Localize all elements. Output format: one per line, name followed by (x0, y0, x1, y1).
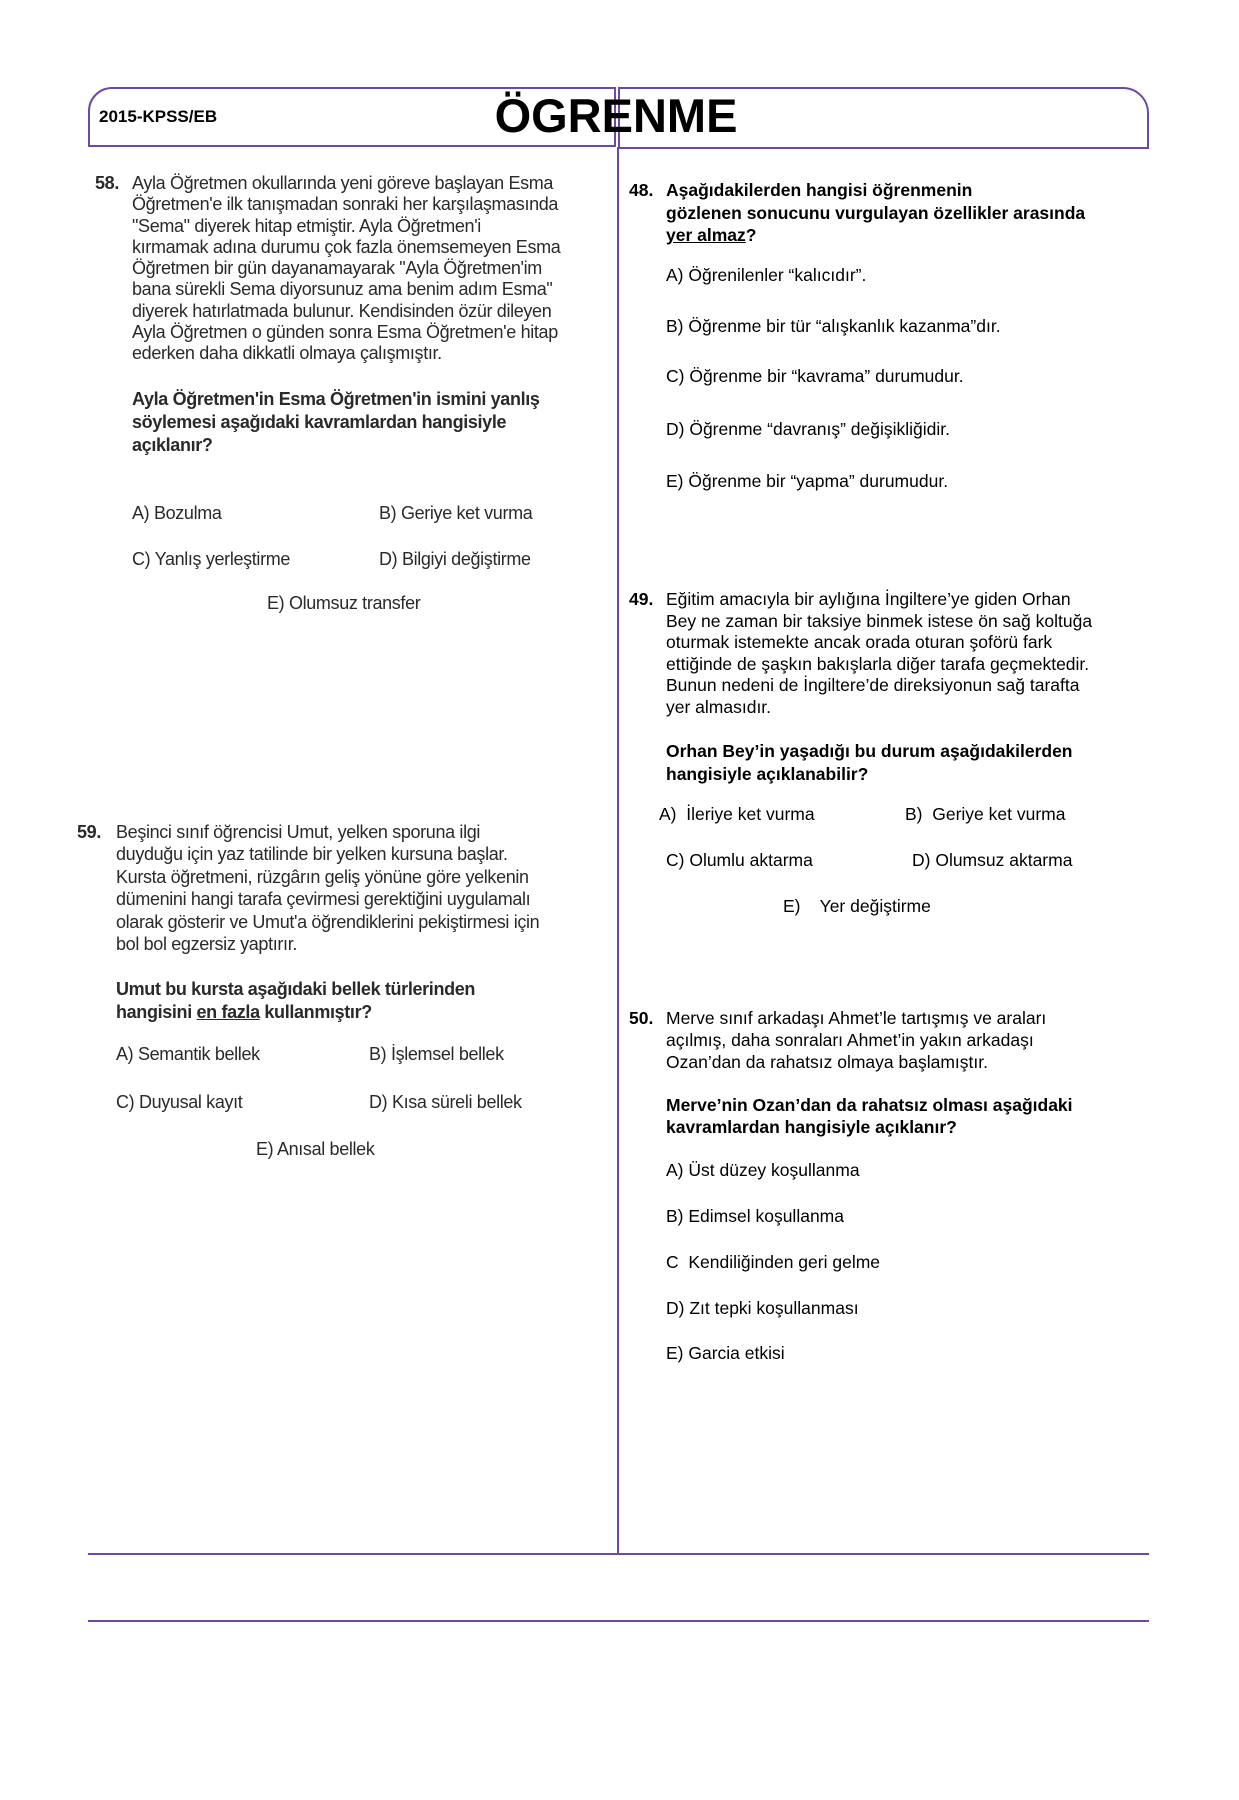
text-line: Öğretmen'e ilk tanışmadan sonraki her karşılaşmasında (132, 194, 559, 215)
option-e[interactable]: E) Anısal bellek (256, 1139, 375, 1159)
option-c[interactable]: C Kendiliğinden geri gelme (666, 1252, 881, 1272)
option-e[interactable]: E) Garcia etkisi (666, 1343, 785, 1363)
text-line: bana sürekli Sema diyorsunuz ama benim adım Esma" (132, 279, 553, 300)
exam-series-label: 2015-KPSS/EB (99, 107, 218, 126)
text-line: diyerek hatırlatmada bulunur. Kendisinden özür dileyen (132, 300, 552, 321)
text-segment: ? (745, 225, 757, 246)
text-line: dümenini hangi tarafa çevirmesi gerektiğini uygulamalı (116, 889, 531, 910)
option-d[interactable]: D) Bilgiyi değiştirme (379, 549, 531, 569)
text-line: Bey ne zaman bir taksiye binmek istese ön sağ koltuğa (666, 610, 1093, 631)
question-58-prompt (132, 388, 540, 457)
text-line: Ayla Öğretmen okullarında yeni göreve başlayan Esma (132, 173, 554, 193)
text-line: söylemesi aşağıdaki kavramlardan hangisiyle (132, 411, 507, 432)
option-e[interactable]: E) Yer değiştirme (783, 896, 931, 916)
text-line: Merve’nin Ozan’dan da rahatsız olması aşağıdaki (666, 1095, 1073, 1115)
column-divider (617, 147, 619, 1555)
text-line: ettiğinde de şaşkın bakışlarla diğer tarafa geçmektedir. (666, 653, 1090, 674)
text-line: kırmamak adına durumu çok fazla önemsemeyen Esma (132, 236, 561, 257)
text-line (116, 1001, 475, 1024)
text-line: açılmış, daha sonraları Ahmet’in yakın arkadaşı (666, 1029, 1034, 1050)
text-line: Aşağıdakilerden hangisi öğrenmenin (666, 180, 973, 200)
text-line: oturmak istemekte ancak orada oturan şoförü fark (666, 632, 1053, 652)
text-segment: kullanmıştır? (259, 1001, 372, 1022)
text-line: bol bol egzersiz yaptırır. (116, 934, 297, 955)
question-50-prompt (666, 1095, 1073, 1139)
text-line: Beşinci sınıf öğrencisi Umut, yelken sporuna ilgi (116, 822, 481, 842)
option-c[interactable]: C) Öğrenme bir “kavrama” durumudur. (666, 366, 964, 386)
option-b[interactable]: B) İşlemsel bellek (369, 1044, 504, 1064)
text-line: "Sema" diyerek hitap etmiştir. Ayla Öğretmen'i (132, 215, 481, 236)
question-number: 48. (629, 180, 654, 200)
text-line: Ozan’dan da rahatsız olmaya başlamıştır. (666, 1051, 988, 1072)
option-a[interactable]: A) Bozulma (132, 503, 222, 523)
text-line: Bunun nedeni de İngiltere’de direksiyonun sağ tarafta (666, 675, 1080, 695)
question-50-stem (666, 1008, 1046, 1073)
footer-rule-bottom (88, 1620, 1149, 1622)
option-a[interactable]: A) Üst düzey koşullanma (666, 1160, 860, 1180)
option-a[interactable]: A) Öğrenilenler “kalıcıdır”. (666, 265, 867, 285)
option-c[interactable]: C) Olumlu aktarma (666, 850, 813, 870)
text-line: Umut bu kursta aşağıdaki bellek türlerinden (116, 979, 476, 999)
text-line: duyduğu için yaz tatilinde bir yelken kursuna başlar. (116, 844, 508, 865)
underlined-emphasis: yer almaz (666, 225, 746, 246)
option-c[interactable]: C) Yanlış yerleştirme (132, 549, 291, 569)
option-b[interactable]: B) Edimsel koşullanma (666, 1206, 844, 1226)
option-c[interactable]: C) Duyusal kayıt (116, 1092, 243, 1112)
option-a[interactable]: A) Semantik bellek (116, 1044, 260, 1064)
question-number: 58. (95, 173, 119, 193)
text-line: kavramlardan hangisiyle açıklanır? (666, 1116, 957, 1137)
option-d[interactable]: D) Öğrenme “davranış” değişikliğidir. (666, 419, 950, 439)
text-line: hangisiyle açıklanabilir? (666, 763, 869, 784)
text-line: gözlenen sonucunu vurgulayan özellikler arasında (666, 202, 1086, 223)
text-line: açıklanır? (132, 434, 213, 455)
text-line: yer almasıdır. (666, 696, 772, 717)
text-line: olarak gösterir ve Umut'a öğrendiklerini pekiştirmesi için (116, 911, 540, 932)
question-49-stem (666, 589, 1092, 718)
text-line (666, 224, 1085, 247)
underlined-emphasis: en fazla (196, 1001, 260, 1022)
text-line: Orhan Bey’in yaşadığı bu durum aşağıdakilerden (666, 741, 1073, 761)
text-line: Kursta öğretmeni, rüzgârın geliş yönüne göre yelkenin (116, 866, 529, 887)
question-number: 49. (629, 589, 654, 609)
text-line: Ayla Öğretmen o günden sonra Esma Öğretmen'e hitap (132, 322, 558, 343)
option-e[interactable]: E) Olumsuz transfer (267, 593, 421, 613)
footer-rule-top (88, 1553, 1149, 1555)
question-59-stem (116, 821, 539, 955)
text-segment: hangisini (116, 1001, 197, 1022)
question-number: 59. (77, 822, 101, 842)
page-title: ÖGRENME (494, 89, 738, 142)
text-line: Ayla Öğretmen'in Esma Öğretmen'in ismini yanlış (132, 389, 540, 409)
question-48-prompt (666, 179, 1085, 247)
option-b[interactable]: B) Geriye ket vurma (379, 503, 533, 523)
text-line: ederken daha dikkatli olmaya çalışmıştır. (132, 343, 442, 364)
question-59-prompt (116, 978, 475, 1024)
option-b[interactable]: B) Geriye ket vurma (905, 804, 1066, 824)
option-e[interactable]: E) Öğrenme bir “yapma” durumudur. (666, 471, 949, 491)
option-d[interactable]: D) Kısa süreli bellek (369, 1092, 522, 1112)
question-58-stem (132, 173, 560, 365)
question-number: 50. (629, 1008, 654, 1028)
option-d[interactable]: D) Zıt tepki koşullanması (666, 1298, 859, 1318)
text-line: Merve sınıf arkadaşı Ahmet’le tartışmış ve araları (666, 1008, 1047, 1028)
option-a[interactable]: A) İleriye ket vurma (659, 804, 815, 824)
text-line: Eğitim amacıyla bir aylığına İngiltere’ye giden Orhan (666, 589, 1071, 609)
question-49-prompt (666, 740, 1073, 786)
option-b[interactable]: B) Öğrenme bir tür “alışkanlık kazanma”dır. (666, 316, 1001, 336)
text-line: Öğretmen bir gün dayanamayarak "Ayla Öğretmen'im (132, 258, 542, 279)
option-d[interactable]: D) Olumsuz aktarma (912, 850, 1073, 870)
